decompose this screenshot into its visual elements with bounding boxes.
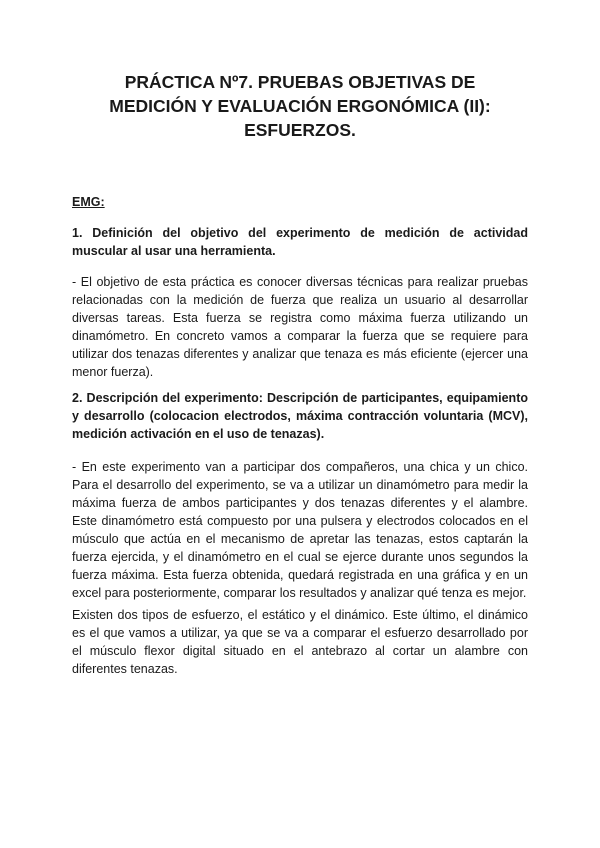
heading-experiment-description: 2. Descripción del experimento: Descripción de participantes, equipamiento y desarrollo (colocacion electrodos, máxima contracción voluntaria (MCV), medición activación en el uso de tenazas). bbox=[72, 391, 528, 441]
heading-objective: 1. Definición del objetivo del experimento de medición de actividad muscular al usar una herramienta. bbox=[72, 226, 528, 258]
paragraph-effort-types: Existen dos tipos de esfuerzo, el estático y el dinámico. Este último, el dinámico es el que vamos a utilizar, ya que se va a comparar el esfuerzo desarrollado por el músculo flexor digital situado en el antebrazo al cortar un alambre con diferentes tenazas. bbox=[72, 608, 528, 676]
paragraph-experiment-description: - En este experimento van a participar dos compañeros, una chica y un chico. Para el desarrollo del experimento, se va a utilizar un dinamómetro para medir la máxima fuerza de ambos participantes y dos tenazas diferentes y el alambre. Este dinamómetro está compuesto por una pulsera y electrodos colocados en el músculo que actúa en el mecanismo de apretar las tenazas, estos captarán la fuerza ejercida, y el dinamómetro en el cual se ejerce durante unos segundos la fuerza máxima. Esta fuerza obtenida, quedará registrada en una gráfica y en un excel para posteriormente, comparar los resultados y analizar qué tenza es mejor. bbox=[72, 460, 528, 600]
document-title bbox=[60, 70, 540, 142]
section-label-emg: EMG: bbox=[72, 195, 105, 209]
title-line-2: MEDICIÓN Y EVALUACIÓN ERGONÓMICA (II): bbox=[109, 96, 491, 116]
title-line-1: PRÁCTICA Nº7. PRUEBAS OBJETIVAS DE bbox=[124, 72, 476, 92]
title-line-3: ESFUERZOS. bbox=[244, 120, 356, 140]
paragraph-objective: - El objetivo de esta práctica es conocer diversas técnicas para realizar pruebas relacionadas con la medición de fuerza que realiza un usuario al desarrollar diversas tareas. Esta fuerza se registra como máxima fuerza utilizando un dinamómetro. En concreto vamos a comparar la fuerza que se requiere para utilizar dos tenazas diferentes y analizar que tenaza es más eficiente (ejercer una menor fuerza). bbox=[72, 275, 528, 379]
